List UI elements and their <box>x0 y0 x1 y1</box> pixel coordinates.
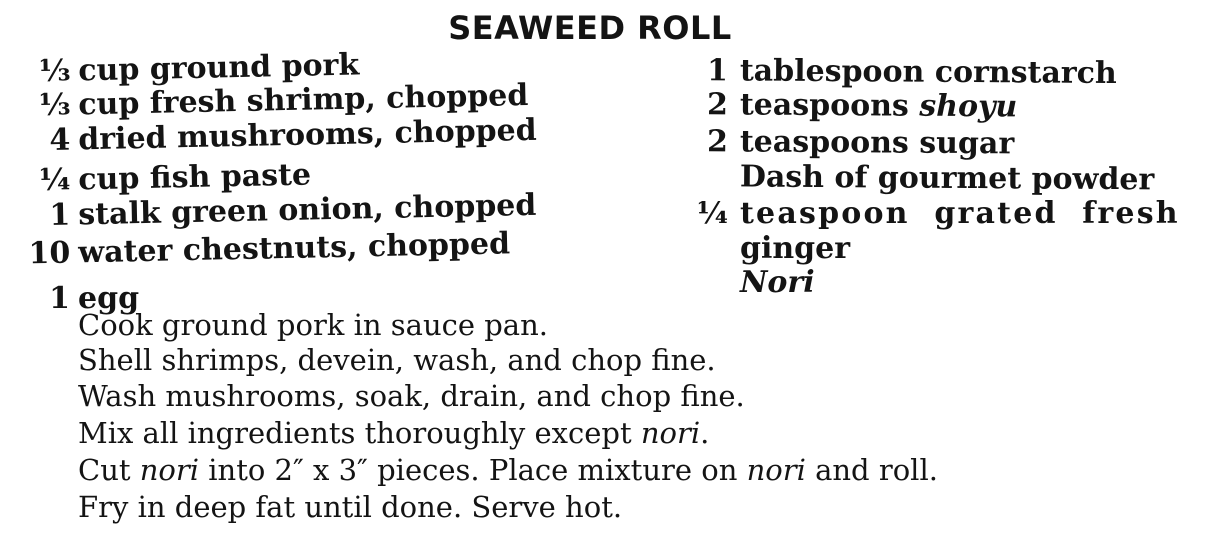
step-text-italic: nori <box>139 453 200 487</box>
ingredient-quantity: ¼ <box>38 162 71 199</box>
ingredient-quantity: 10 <box>28 235 71 272</box>
ingredient-text: cup ground pork <box>77 47 360 89</box>
ingredient-text: Nori <box>740 265 815 300</box>
ingredient-text: cup fish paste <box>77 157 312 198</box>
ingredient-row <box>0 266 1200 300</box>
step-text: . <box>700 416 710 450</box>
ingredient-text: teaspoon grated fresh <box>740 196 1180 231</box>
ingredient-quantity: ⅓ <box>38 87 71 124</box>
ingredient-quantity: 1 <box>706 53 729 89</box>
ingredient-text: teaspoons sugar <box>739 124 1015 162</box>
ingredient-text: tablespoon cornstarch <box>739 53 1117 92</box>
ingredient-quantity: 1 <box>49 281 70 316</box>
ingredient-row <box>0 232 1200 266</box>
step-text-italic: nori <box>640 416 701 450</box>
instruction-step: Wash mushrooms, soak, drain, and chop fine. <box>78 379 745 413</box>
recipe-title: SEAWEED ROLL <box>448 9 732 47</box>
ingredient-text: cup fresh shrimp, chopped <box>77 77 529 123</box>
step-text-italic: nori <box>746 453 806 487</box>
ingredient-text: ginger <box>740 231 851 266</box>
ingredient-row <box>0 197 1200 231</box>
ingredient-quantity: ⅓ <box>38 53 71 90</box>
ingredient-text: stalk green onion, chopped <box>77 187 537 233</box>
ingredient-text-wrap <box>740 88 1018 124</box>
ingredient-quantity: 2 <box>706 124 729 160</box>
ingredient-text: water chestnuts, chopped <box>77 226 511 271</box>
instruction-step <box>78 453 938 487</box>
ingredient-quantity: 2 <box>706 87 729 123</box>
ingredient-text: teaspoons <box>739 87 909 124</box>
instruction-step: Fry in deep fat until done. Serve hot. <box>78 490 623 524</box>
ingredient-quantity: 4 <box>49 122 71 158</box>
ingredient-text: Dash of gourmet powder <box>739 159 1155 198</box>
ingredient-text: dried mushrooms, chopped <box>77 112 538 158</box>
ingredient-quantity: ¼ <box>696 196 728 231</box>
ingredient-text-italic: shoyu <box>919 88 1018 125</box>
step-text: and roll. <box>805 453 938 487</box>
ingredient-quantity: 1 <box>49 197 71 233</box>
step-text: into 2″ x 3″ pieces. Place mixture on <box>199 453 747 487</box>
instruction-step: Shell shrimps, devein, wash, and chop fine. <box>78 343 716 377</box>
step-text: Mix all ingredients thoroughly except <box>78 416 641 450</box>
ingredient-text: egg <box>78 281 140 316</box>
instruction-step <box>78 416 709 450</box>
instruction-step: Cook ground pork in sauce pan. <box>78 308 548 342</box>
step-text: Cut <box>78 453 140 487</box>
